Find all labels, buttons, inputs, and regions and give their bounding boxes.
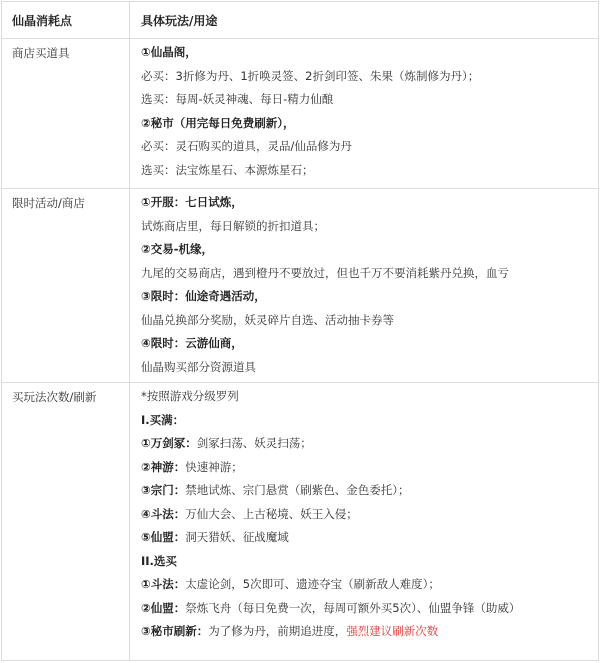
row-label: 商店买道具 (2, 39, 130, 188)
content-line (141, 41, 598, 65)
content-line (141, 550, 598, 574)
content-line (141, 479, 598, 503)
body-text: *按照游戏分级罗列 (141, 389, 239, 403)
bold-heading-text: ②交易-机缘， (141, 242, 214, 256)
bold-heading-text: ①仙晶阁， (141, 45, 197, 59)
header-usage: 具体玩法/用途 (141, 14, 218, 28)
bold-heading-text: I.买满： (141, 412, 185, 427)
body-text: 禁地试炼、宗门悬赏（刷紫色、金色委托）； (185, 483, 410, 497)
body-text: 选买：每周-妖灵神魂、每日-精力仙酿 (141, 92, 334, 106)
body-text: 必买：灵石购买的道具，灵品/仙品修为丹 (141, 139, 352, 153)
content-line (141, 88, 598, 112)
content-line (141, 332, 598, 356)
table-header (2, 2, 598, 38)
content-line (141, 573, 598, 597)
content-line (141, 285, 598, 309)
table-row (2, 188, 598, 382)
content-line (141, 135, 598, 159)
content-line (141, 456, 598, 480)
bold-heading-text: ③限时：仙途奇遇活动， (141, 289, 266, 303)
row-content (130, 189, 598, 382)
content-line (141, 409, 598, 433)
content-line (141, 503, 598, 527)
bold-heading-text: ④限时：云游仙商， (141, 336, 243, 350)
content-line (141, 112, 598, 136)
row-content (130, 39, 598, 188)
bold-heading-text: ②仙盟： (141, 600, 186, 615)
guide-table (1, 1, 599, 661)
content-line (141, 385, 598, 409)
bold-heading-text: ④斗法： (141, 506, 186, 521)
highlight-text: 强烈建议刷新次数 (346, 624, 439, 638)
bold-heading-text: ③宗门： (141, 483, 186, 497)
table-row (2, 38, 598, 188)
bold-heading-text: ②秘市（用完每日免费刷新）， (141, 115, 295, 130)
table-row (2, 382, 598, 660)
content-line (141, 215, 598, 239)
content-line (141, 526, 598, 550)
content-line (141, 620, 598, 644)
body-text: 为了修为丹，前期追进度， (208, 624, 347, 638)
body-text: 九尾的交易商店，遇到橙丹不要放过，但也千万不要消耗紫丹兑换，血亏 (141, 265, 509, 280)
content-line (141, 262, 598, 286)
body-text: 洞天猎妖、征战魔域 (185, 530, 289, 544)
body-text: 必买：3折修为丹、1折唤灵签、2折剑印签、朱果（炼制修为丹）； (141, 68, 480, 83)
body-text: 仙晶购买部分资源道具 (141, 359, 256, 374)
body-text: 万仙大会、上古秘境、妖王入侵； (185, 506, 358, 521)
content-line (141, 309, 598, 333)
body-text: 试炼商店里，每日解锁的折扣道具； (141, 218, 325, 233)
body-text: 祭炼飞舟（每日免费一次，每周可额外买5次）、仙盟争锋（助威） (185, 600, 521, 615)
header-consumption-point: 仙晶消耗点 (2, 2, 130, 38)
body-text: 选买：法宝炼星石、本源炼星石； (141, 162, 314, 177)
content-line (141, 159, 598, 183)
bold-heading-text: ①斗法： (141, 577, 186, 591)
body-text: 快速神游； (185, 459, 243, 474)
row-label: 买玩法次数/刷新 (2, 383, 130, 660)
content-line (141, 432, 598, 456)
content-line (141, 191, 598, 215)
bold-heading-text: ①万剑冢： (141, 436, 197, 450)
bold-heading-text: ②神游： (141, 459, 186, 474)
row-label: 限时活动/商店 (2, 189, 130, 382)
body-text: 仙晶兑换部分奖励，妖灵碎片自选、活动抽卡券等 (141, 312, 394, 327)
content-line (141, 597, 598, 621)
content-line (141, 65, 598, 89)
bold-heading-text: II.选买 (141, 553, 177, 568)
bold-heading-text: ③秘市刷新： (141, 624, 209, 638)
bold-heading-text: ⑤仙盟： (141, 530, 186, 544)
body-text: 太虚论剑，5次即可、遗迹夺宝（刷新敌人难度）； (185, 577, 440, 591)
content-line (141, 238, 598, 262)
content-line (141, 356, 598, 380)
body-text: 剑冢扫荡、妖灵扫荡； (196, 436, 312, 450)
bold-heading-text: ①开服：七日试炼， (141, 195, 243, 209)
row-content (130, 383, 598, 660)
